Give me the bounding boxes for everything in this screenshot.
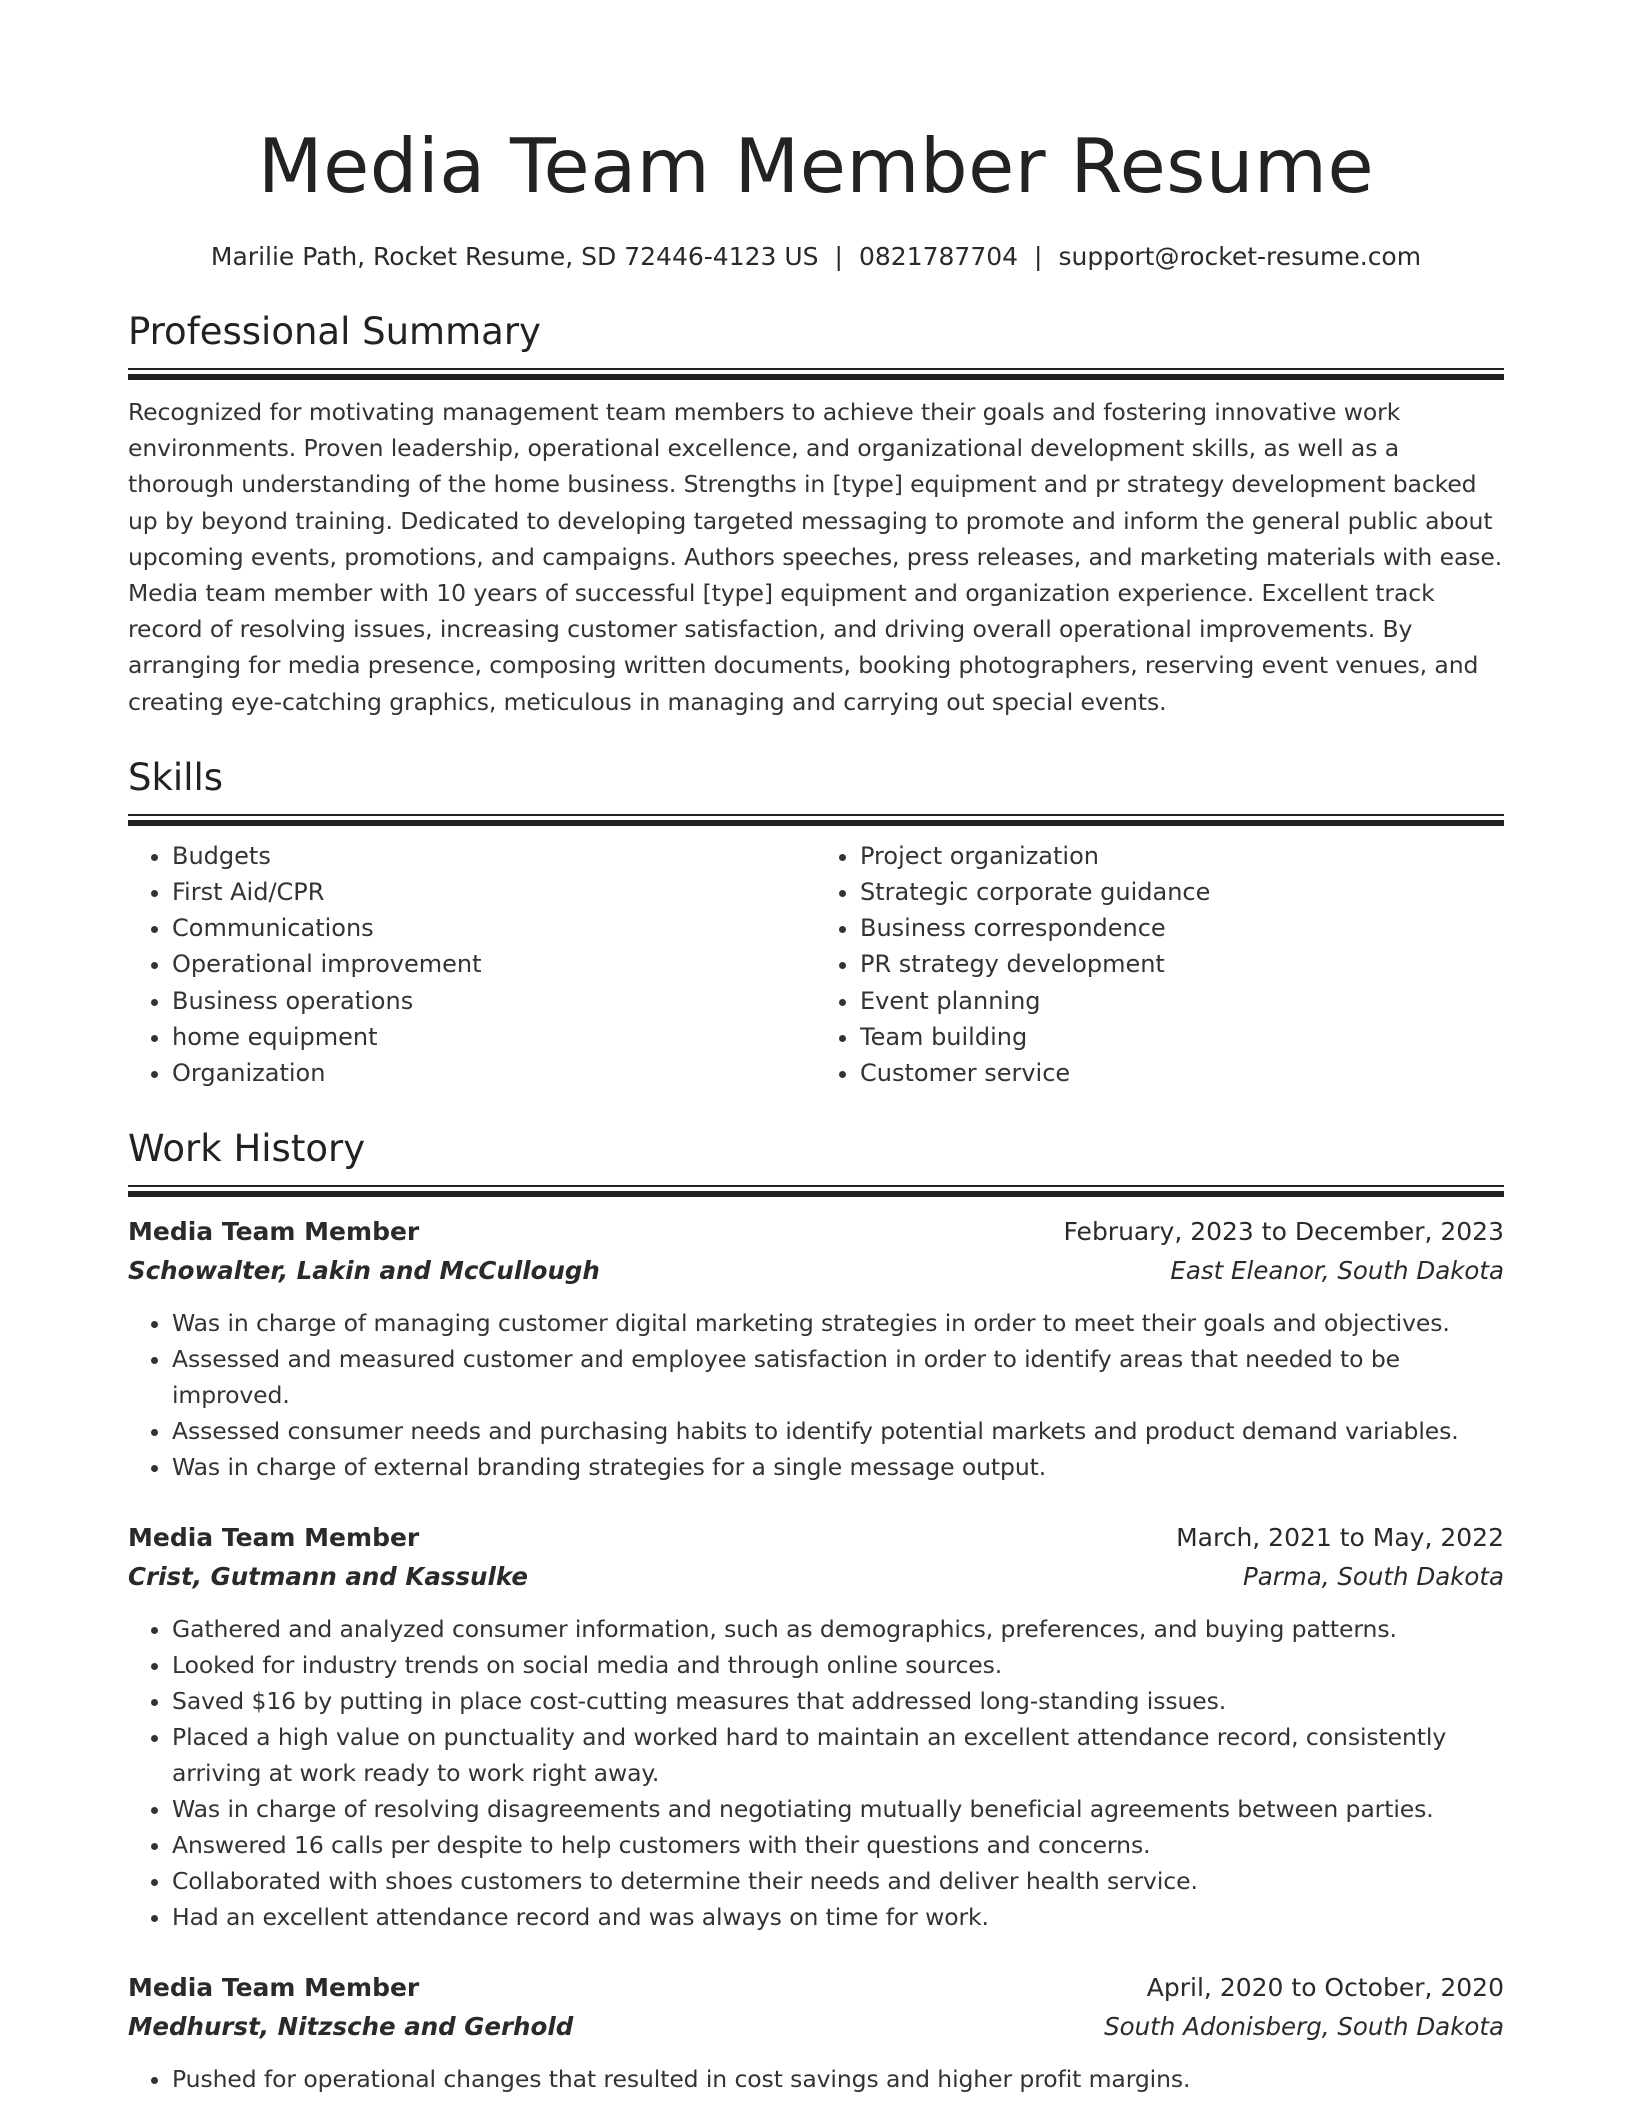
job-dates: March, 2021 to May, 2022 <box>1176 1523 1504 1553</box>
work-history-section <box>128 1125 1504 2097</box>
skills-list-left <box>128 838 816 1091</box>
job-bullet: • Assessed and measured customer and employee satisfaction in order to identify areas that needed to be improved. <box>172 1341 1504 1413</box>
contact-separator: | <box>1034 242 1043 271</box>
skill-item: • First Aid/CPR <box>172 874 816 910</box>
job-bullet: • Collaborated with shoes customers to determine their needs and deliver health service. <box>172 1863 1504 1899</box>
job-dates: April, 2020 to October, 2020 <box>1146 1973 1504 2003</box>
section-heading: Skills <box>128 755 224 799</box>
skill-item: • Team building <box>860 1019 1504 1055</box>
skills-section <box>128 754 1504 1091</box>
resume-title: Media Team Member Resume <box>257 122 1375 210</box>
job-bullet: • Assessed consumer needs and purchasing habits to identify potential markets and product demand variables. <box>172 1413 1504 1449</box>
job-bullet: • Placed a high value on punctuality and worked hard to maintain an excellent attendance record, consistently arriving at work ready to work right away. <box>172 1719 1504 1791</box>
skill-item: • Communications <box>172 910 816 946</box>
skill-item: • Event planning <box>860 983 1504 1019</box>
skill-item: • Organization <box>172 1055 816 1091</box>
job-location: South Adonisberg, South Dakota <box>1104 2012 1504 2042</box>
job-bullet: • Was in charge of managing customer digital marketing strategies in order to meet their goals and objectives. <box>172 1305 1504 1341</box>
skill-item: • Customer service <box>860 1055 1504 1091</box>
skill-item: • Operational improvement <box>172 946 816 982</box>
job-bullet: • Pushed for operational changes that resulted in cost savings and higher profit margins. <box>172 2061 1504 2097</box>
job-bullets <box>128 2061 1504 2097</box>
section-divider <box>128 368 1504 380</box>
job-bullet: • Was in charge of resolving disagreements and negotiating mutually beneficial agreements between parties. <box>172 1791 1504 1827</box>
skill-item: • Business correspondence <box>860 910 1504 946</box>
skills-columns <box>128 838 1504 1091</box>
job-header-row <box>128 1969 1504 2007</box>
section-heading: Work History <box>128 1127 366 1171</box>
job-bullets <box>128 1611 1504 1935</box>
job-location: Parma, South Dakota <box>1243 1562 1504 1592</box>
job-bullet: • Gathered and analyzed consumer information, such as demographics, preferences, and buying patterns. <box>172 1611 1504 1647</box>
job-title: Media Team Member <box>128 1523 420 1553</box>
job-company-row <box>128 2007 1504 2047</box>
professional-summary-section <box>128 308 1504 720</box>
skill-item: • Strategic corporate guidance <box>860 874 1504 910</box>
skills-list-right <box>816 838 1504 1091</box>
job-bullet: • Answered 16 calls per despite to help customers with their questions and concerns. <box>172 1827 1504 1863</box>
job-company: Schowalter, Lakin and McCullough <box>128 1256 600 1286</box>
skill-item: • PR strategy development <box>860 946 1504 982</box>
job-dates: February, 2023 to December, 2023 <box>1063 1217 1504 1247</box>
job-bullet: • Was in charge of external branding strategies for a single message output. <box>172 1449 1504 1485</box>
skill-item: • Budgets <box>172 838 816 874</box>
job-title: Media Team Member <box>128 1217 420 1247</box>
job-entry <box>128 1969 1504 2097</box>
job-header-row <box>128 1519 1504 1557</box>
section-divider <box>128 814 1504 826</box>
job-entry <box>128 1213 1504 1485</box>
contact-address: Marilie Path, Rocket Resume, SD 72446-4123 US <box>210 242 819 271</box>
job-title: Media Team Member <box>128 1973 420 2003</box>
contact-phone: 0821787704 <box>858 242 1019 271</box>
job-company-row <box>128 1251 1504 1291</box>
job-bullet: • Had an excellent attendance record and was always on time for work. <box>172 1899 1504 1935</box>
job-bullet: • Looked for industry trends on social media and through online sources. <box>172 1647 1504 1683</box>
job-entry <box>128 1519 1504 1935</box>
job-bullets <box>128 1305 1504 1485</box>
job-header-row <box>128 1213 1504 1251</box>
job-company: Crist, Gutmann and Kassulke <box>128 1562 528 1592</box>
job-bullet: • Saved $16 by putting in place cost-cutting measures that addressed long-standing issues. <box>172 1683 1504 1719</box>
skill-item: • Project organization <box>860 838 1504 874</box>
job-company-row <box>128 1557 1504 1597</box>
contact-line <box>128 240 1504 274</box>
contact-email[interactable]: support@rocket-resume.com <box>1058 242 1422 271</box>
section-divider <box>128 1185 1504 1197</box>
job-location: East Eleanor, South Dakota <box>1170 1256 1504 1286</box>
job-company: Medhurst, Nitzsche and Gerhold <box>128 2012 574 2042</box>
summary-text: Recognized for motivating management team members to achieve their goals and fostering innovative work environments. Proven leadership, operational excellence, and organizational development skills, as well as a thorough understanding of the home business. Strengths in [type] equipment and pr strategy development backed up by beyond training. Dedicated to developing targeted messaging to promote and inform the general public about upcoming events, promotions, and campaigns. Authors speeches, press releases, and marketing materials with ease. Media team member with 10 years of successful [type] equipment and organization experience. Excellent track record of resolving issues, increasing customer satisfaction, and driving overall operational improvements. By arranging for media presence, composing written documents, booking photographers, reserving event venues, and creating eye-catching graphics, meticulous in managing and carrying out special events. <box>128 398 1503 716</box>
contact-separator: | <box>834 242 843 271</box>
section-heading: Professional Summary <box>128 310 541 353</box>
skill-item: • Business operations <box>172 983 816 1019</box>
skill-item: • home equipment <box>172 1019 816 1055</box>
